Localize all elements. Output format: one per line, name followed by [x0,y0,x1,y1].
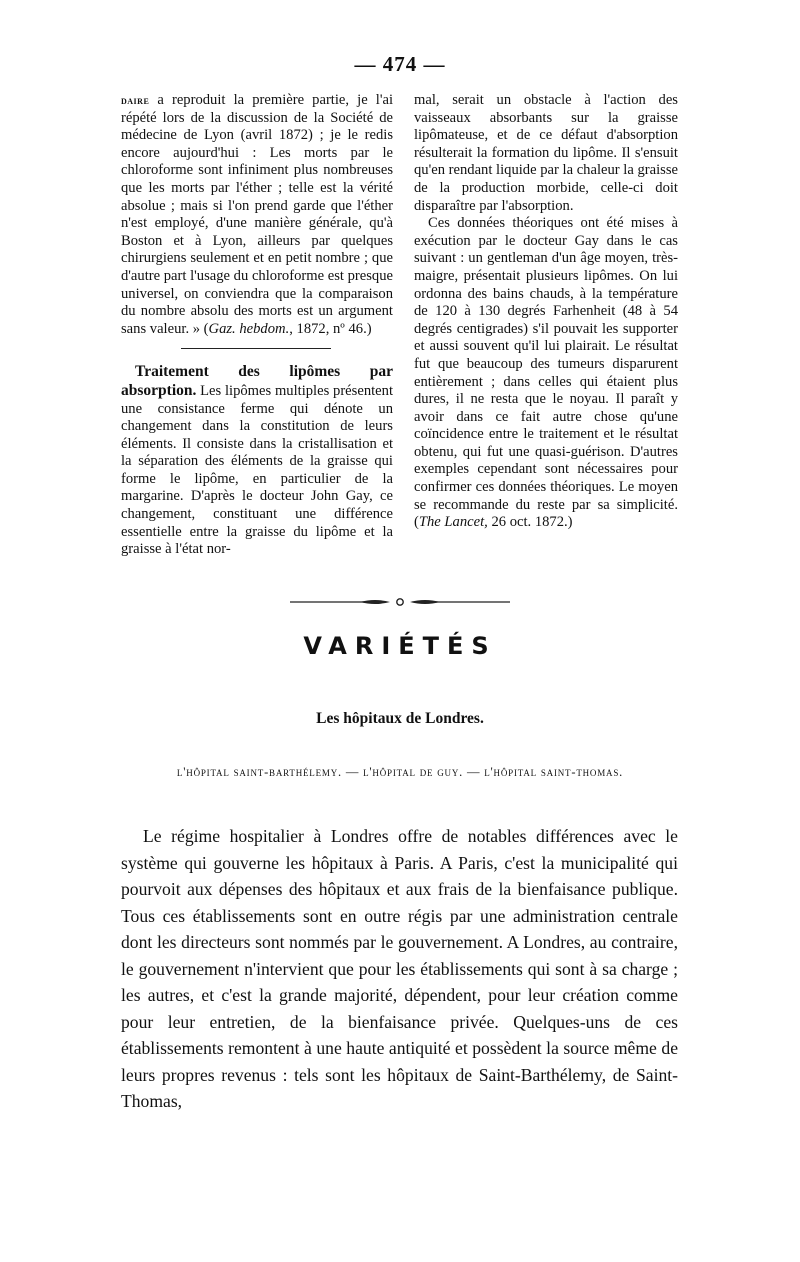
main-paragraph: Le régime hospitalier à Londres offre de notables différences avec le système qui gouverne les hôpitaux à Paris. A Paris, c'est la municipalité qui pourvoit aux dépenses des hôpitaux et aux frais de la bienfaisance publique. Tous ces établissements sont en outre régis par une administration centrale dont les directeurs sont nommés par le gouvernement. A Londres, au contraire, le gouvernement n'intervient que pour les établissements qui sont à sa charge ; les autres, et c'est la grande majorité, dépendent, pour leur création comme pour leur entretien, de la bienfaisance privée. Quelques-uns de ces établissements remontent à une haute antiquité et possèdent la source même de leurs propres revenus : tels sont les hôpitaux de Saint-Barthélemy, de Saint-Thomas, [121,826,678,1111]
page-number: — 474 — [354,52,446,76]
left-column [121,92,393,559]
citation-end: 26 oct. 1872.) [487,514,573,531]
main-text [121,823,678,1115]
left-paragraph-lipomes [121,363,393,559]
quote-text: a reproduit la première partie, je l'ai répété lors de la discussion de la Société de médecine de Lyon (avril 1872) ; je le redis encore aujourd'hui : Les morts par le chloroforme sont infiniment plus nombreuses que les morts par l'éther ; telle est la vérité absolue ; mais si l'on prend garde que l'éther n'est employé, d'une manière générale, qu'à Boston et à Lyon, ailleurs par quelques chirurgiens seulement et en petit nombre ; que d'autre part l'usage du chloroforme est presque universel, on conviendra que la comparaison du nombre absolu des morts est un argument sans valeur. » ( [121,92,393,337]
right-paragraph-2-text: Ces données théoriques ont été mises à exécution par le docteur Gay dans le cas suivant : un gentleman d'un âge moyen, très-maigre, présentait plusieurs lipômes. On lui ordonna des bains chauds, à la température de 120 à 130 degrés Farhenheit (48 à 54 degrés centigrades) s'il pouvait les supporter et aussi souvent qu'il lui plairait. Le résultat fut que beaucoup des tumeurs disparurent entièrement ; dans celles qui étaient plus dures, il ne resta que le noyau. Il paraît y avoir dans ce fait autre chose qu'une coïncidence entre le traitement et le résultat obtenu, qui fut une quasi-guérison. D'autres exemples cependant sont nécessaires pour confirmer ces données théoriques. Le moyen se recommande du reste par sa simplicité. ( [414,215,678,531]
citation: Gaz. hebdom. [208,320,290,337]
left-paragraph-quote [121,92,393,338]
article-heading: Traitement des lipômes par absorption. [121,363,393,399]
article-text: Les lipômes multiples présentent une consistance ferme qui dénote un changement dans la constitution de leurs éléments. Il consiste dans la cristallisation et la séparation des éléments de la graisse qui forme le lipôme, en particulier de la margarine. D'après le docteur John Gay, ce changement, constituant une différence essentielle entre la graisse du lipôme et la graisse à l'état nor- [121,382,393,558]
section-title: VARIÉTÉS [303,632,497,660]
citation-end: , 1872, nº 46.) [289,320,372,337]
right-paragraph-2 [414,215,678,532]
divider-rule [181,348,331,349]
section-subheading: Les hôpitaux de Londres. [316,710,484,727]
lead-word: daire [121,93,150,107]
citation: The Lancet, [418,514,488,531]
section-subtitle: l'hôpital saint-barthélemy. — l'hôpital de guy. — l'hôpital saint-thomas. [176,765,624,779]
right-column [414,92,678,532]
right-paragraph-1: mal, serait un obstacle à l'action des vaisseaux absorbants sur la graisse lipômateuse, et de ce défaut d'absorption résulterait la formation du lipôme. Il s'ensuit qu'en rendant liquide par la chaleur la graisse de la production morbide, celle-ci doit disparaître par l'absorption. [414,92,678,214]
ornament-divider [290,588,510,616]
